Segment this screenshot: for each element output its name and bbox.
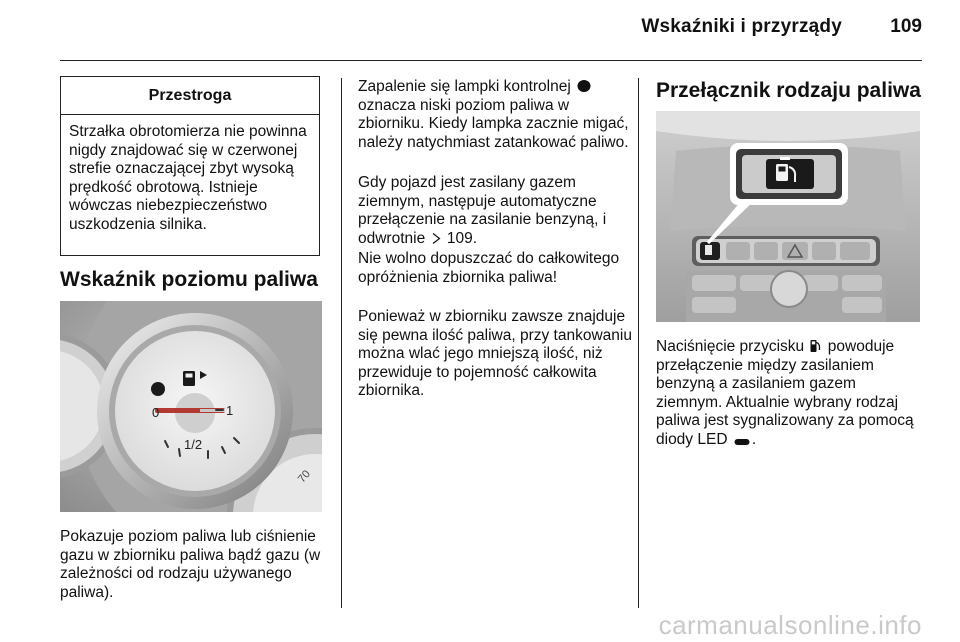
paragraph-auto-switch-text: Gdy pojazd jest zasilany gazem ziemnym, następuje automatyczne przełączenie na zasilanie benzyną, i odwrotnie	[358, 174, 607, 247]
column-divider-2	[638, 78, 639, 608]
paragraph-fuel-switch-text-2: powoduje przełączenie między zasilaniem benzyną a zasilaniem gazem ziemnym. Aktualnie wybrany rodzaj paliwa jest sygnalizowany za pomocą diody LED	[656, 338, 914, 448]
warning-box	[60, 76, 320, 256]
fuel-pump-icon	[810, 339, 821, 353]
speedo-partial-label: 70	[295, 468, 313, 486]
header-divider	[60, 60, 922, 61]
warning-text: Strzałka obrotomierza nie powinna nigdy znajdować się w czerwonej strefie oznaczającej zbyt wysoką prędkość obrotową. Istnieje wówczas niebezpieczeństwo uszkodzenia silnika.	[69, 123, 307, 233]
paragraph-fuel-switch	[656, 338, 926, 449]
fuel-switch-heading: Przełącznik rodzaju paliwa	[656, 79, 921, 102]
column-divider-1	[341, 78, 342, 608]
paragraph-low-fuel-text-2: oznacza niski poziom paliwa w zbiorniku. Kiedy lampka zacznie migać, należy natychmiast zatankować paliwo.	[358, 96, 629, 151]
gauge-label-half: 1/2	[184, 437, 203, 452]
paragraph-tank-reserve: Ponieważ w zbiorniku zawsze znajduje się pewna ilość paliwa, przy tankowaniu można wlać jego mniejszą ilość, niż przewiduje to pojemność całkowita zbiornika.	[358, 308, 632, 399]
low-fuel-lamp-icon	[577, 79, 591, 93]
fuel-gauge-caption: Pokazuje poziom paliwa lub ciśnienie gazu w zbiorniku paliwa bądź gazu (w zależności od rodzaju używanego paliwa).	[60, 528, 321, 601]
page-reference-icon	[432, 232, 441, 245]
fuel-switch-image	[656, 111, 920, 322]
warning-title: Przestroga	[61, 77, 319, 115]
fuel-gauge-heading: Wskaźnik poziomu paliwa	[60, 268, 318, 291]
paragraph-fuel-switch-end: .	[751, 430, 757, 448]
gauge-label-full: 1	[226, 403, 234, 418]
page-header-title: Wskaźniki i przyrządy	[641, 16, 842, 37]
watermark: carmanualsonline.info	[658, 610, 922, 640]
page-number: 109	[890, 16, 922, 37]
page-reference-link[interactable]: 109.	[446, 229, 478, 247]
paragraph-low-fuel	[358, 78, 632, 152]
fuel-gauge-image	[60, 301, 322, 512]
paragraph-dont-empty: Nie wolno dopuszczać do całkowitego opróżnienia zbiornika paliwa!	[358, 250, 620, 286]
paragraph-auto-switch	[358, 174, 632, 248]
paragraph-low-fuel-text-1: Zapalenie się lampki kontrolnej	[358, 78, 571, 95]
paragraph-fuel-switch-text-1: Naciśnięcie przycisku	[656, 338, 805, 355]
led-icon	[734, 438, 750, 446]
gauge-label-empty: 0	[152, 405, 160, 420]
